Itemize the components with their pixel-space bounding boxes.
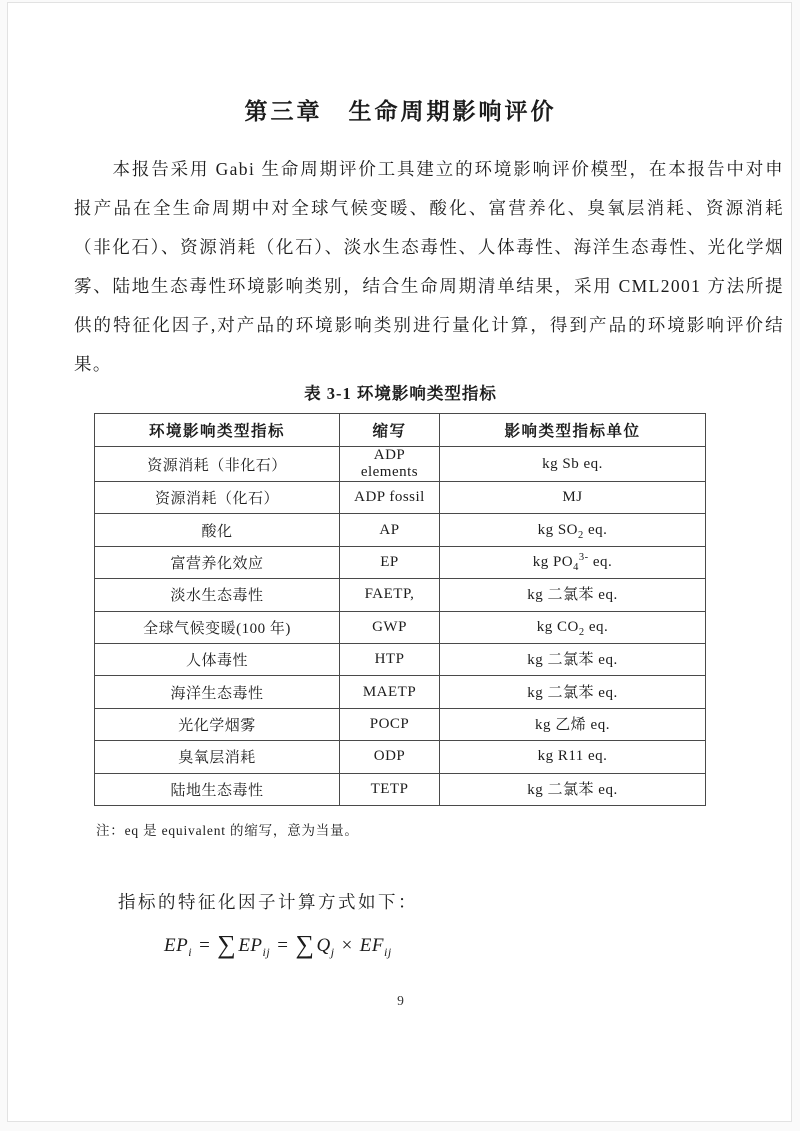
table-row [95, 482, 706, 514]
indicator-cell: 酸化 [95, 514, 340, 546]
unit-cell: kg 二氯苯 eq. [440, 643, 706, 675]
abbr-cell: POCP [340, 708, 440, 740]
abbr-cell: AP [340, 514, 440, 546]
table-row [95, 611, 706, 643]
table-header-row [95, 414, 706, 447]
impact-indicator-table [94, 413, 706, 806]
table-row [95, 643, 706, 675]
table-row [95, 546, 706, 578]
table-row [95, 708, 706, 740]
unit-cell: kg 二氯苯 eq. [440, 676, 706, 708]
chapter-title: 第三章 生命周期影响评价 [244, 99, 557, 124]
sum-symbol: ∑ [295, 930, 315, 959]
unit-cell: kg $PO_4^{3-}$ eq. [440, 546, 706, 578]
page-number: 9 [397, 993, 404, 1008]
abbr-cell: ADP fossil [340, 482, 440, 514]
indicator-cell: 陆地生态毒性 [95, 773, 340, 805]
unit-cell: kg R11 eq. [440, 741, 706, 773]
table-row [95, 579, 706, 611]
table-row [95, 447, 706, 482]
unit-cell: kg 乙烯 eq. [440, 708, 706, 740]
document-page [7, 2, 792, 1122]
table-row [95, 676, 706, 708]
indicator-cell: 臭氧层消耗 [95, 741, 340, 773]
unit-cell: kg $CO_2$ eq. [440, 611, 706, 643]
indicator-cell: 淡水生态毒性 [95, 579, 340, 611]
table-caption: 表 3-1 环境影响类型指标 [304, 384, 497, 403]
header-cell-indicator: 环境影响类型指标 [95, 414, 340, 447]
abbr-cell: HTP [340, 643, 440, 675]
header-cell-abbreviation: 缩写 [340, 414, 440, 447]
indicator-cell: 海洋生态毒性 [95, 676, 340, 708]
indicator-cell: 光化学烟雾 [95, 708, 340, 740]
unit-cell: MJ [440, 482, 706, 514]
indicator-cell: 全球气候变暖(100 年) [95, 611, 340, 643]
indicator-cell: 资源消耗（化石） [95, 482, 340, 514]
abbr-cell: FAETP, [340, 579, 440, 611]
sum-symbol: ∑ [217, 930, 237, 959]
formula-intro: 指标的特征化因子计算方式如下： [118, 892, 418, 912]
abbr-cell: ODP [340, 741, 440, 773]
indicator-cell: 富营养化效应 [95, 546, 340, 578]
intro-paragraph: 本报告采用 Gabi 生命周期评价工具建立的环境影响评价模型，在本报告中对申报产品在全生命周期中对全球气候变暖、酸化、富营养化、臭氧层消耗、资源消耗（非化石）、资源消耗（化石）、淡水生态毒性、人体毒性、海洋生态毒性、光化学烟雾、陆地生态毒性环境影响类别，结合生命周期清单结果，采用 CML2001 方法所提供的特征化因子,对产品的环境影响类别进行量化计算，得到产品的环境影响评价结果。 [74, 159, 784, 374]
table-row [95, 773, 706, 805]
characterization-formula: $EP_i$ = ∑ $EP_{ij}$ = ∑ $Q_j \times EF_{ij}$ [164, 930, 392, 959]
header-cell-unit: 影响类型指标单位 [440, 414, 706, 447]
unit-cell: kg 二氯苯 eq. [440, 773, 706, 805]
table-note: 注：eq 是 equivalent 的缩写，意为当量。 [96, 823, 359, 838]
abbr-cell: TETP [340, 773, 440, 805]
abbr-cell: MAETP [340, 676, 440, 708]
unit-cell: kg $SO_2$ eq. [440, 514, 706, 546]
abbr-cell: EP [340, 546, 440, 578]
abbr-cell: ADP elements [340, 447, 440, 482]
table-row [95, 741, 706, 773]
abbr-cell: GWP [340, 611, 440, 643]
indicator-cell: 人体毒性 [95, 643, 340, 675]
unit-cell: kg Sb eq. [440, 447, 706, 482]
unit-cell: kg 二氯苯 eq. [440, 579, 706, 611]
table-row [95, 514, 706, 546]
indicator-cell: 资源消耗（非化石） [95, 447, 340, 482]
